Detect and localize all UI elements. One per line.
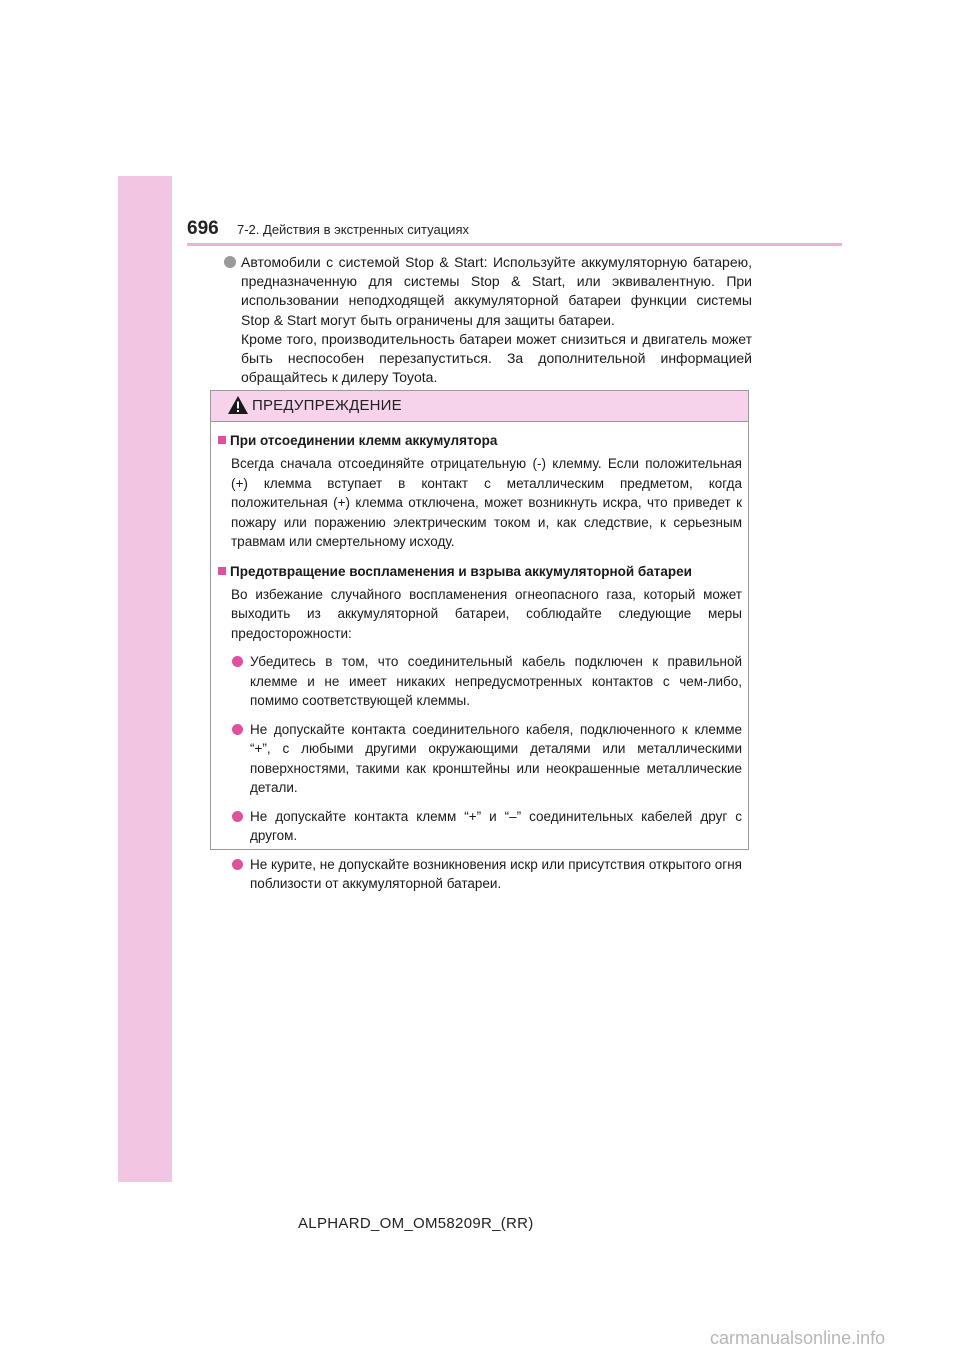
stop-start-note <box>224 253 752 387</box>
warning-title: ПРЕДУПРЕЖДЕНИЕ <box>252 397 402 414</box>
list-item: Не допускайте контакта клемм “+” и “–” соединительных кабелей друг с другом. <box>231 807 742 846</box>
note-paragraph: Кроме того, производительность батареи может снизиться и двигатель может быть неспособен перезапуститься. За дополнительной информацией обращайтесь к дилеру Toyota. <box>241 330 752 386</box>
pink-bullet-icon <box>232 859 243 870</box>
pink-bullet-icon <box>232 656 243 667</box>
section-title: 7-2. Действия в экстренных ситуациях <box>237 222 469 237</box>
section-heading: Предотвращение воспламенения и взрыва аккумуляторной батареи <box>218 562 742 581</box>
warning-body <box>218 431 742 904</box>
pink-bullet-icon <box>232 724 243 735</box>
header-divider <box>187 243 842 246</box>
page-number: 696 <box>187 218 219 239</box>
list-item: Не курите, не допускайте возникновения искр или присутствия открытого огня поблизости от аккумуляторной батареи. <box>231 855 742 894</box>
section-text: Всегда сначала отсоединяйте отрицательную (-) клемму. Если положительная (+) клемма вступает в контакт с металлическим предметом, когда положительная (+) клемма отключена, может возникнуть искра, что приведет к пожару или поражению электрическим током и, как следствие, к серьезным травмам или смертельному исходу. <box>231 456 742 549</box>
list-item: Убедитесь в том, что соединительный кабель подключен к правильной клемме и не имеет никаких непредусмотренных контактов с чем-либо, помимо соответствующей клеммы. <box>231 652 742 711</box>
square-bullet-icon <box>218 436 226 444</box>
square-bullet-icon <box>218 567 226 575</box>
gray-bullet-icon <box>224 256 236 268</box>
warning-section-battery-disconnect <box>218 431 742 552</box>
document-code: ALPHARD_OM_OM58209R_(RR) <box>298 1215 534 1232</box>
warning-box <box>210 390 749 891</box>
page-header <box>187 216 837 246</box>
watermark: carmanualsonline.info <box>710 1328 886 1348</box>
warning-triangle-icon <box>227 395 249 415</box>
side-color-band <box>118 176 172 1182</box>
pink-bullet-icon <box>232 811 243 822</box>
warning-header <box>211 391 748 422</box>
section-heading: При отсоединении клемм аккумулятора <box>218 431 742 450</box>
list-item: Не допускайте контакта соединительного кабеля, подключенного к клемме “+”, с любыми другими окружающими деталями или металлическими поверхностями, такими как кронштейны или неокрашенные металлические детали. <box>231 720 742 798</box>
section-text: Во избежание случайного воспламенения огнеопасного газа, который может выходить из аккумуляторной батареи, соблюдайте следующие меры предосторожности: <box>231 586 742 641</box>
note-paragraph: Автомобили с системой Stop & Start: Используйте аккумуляторную батарею, предназначенную для системы Stop & Start, или эквивалентную. При использовании неподходящей аккумуляторной батареи функции системы Stop & Start могут быть ограничены для защиты батареи. <box>241 254 752 328</box>
warning-section-battery-explosion <box>218 562 742 894</box>
